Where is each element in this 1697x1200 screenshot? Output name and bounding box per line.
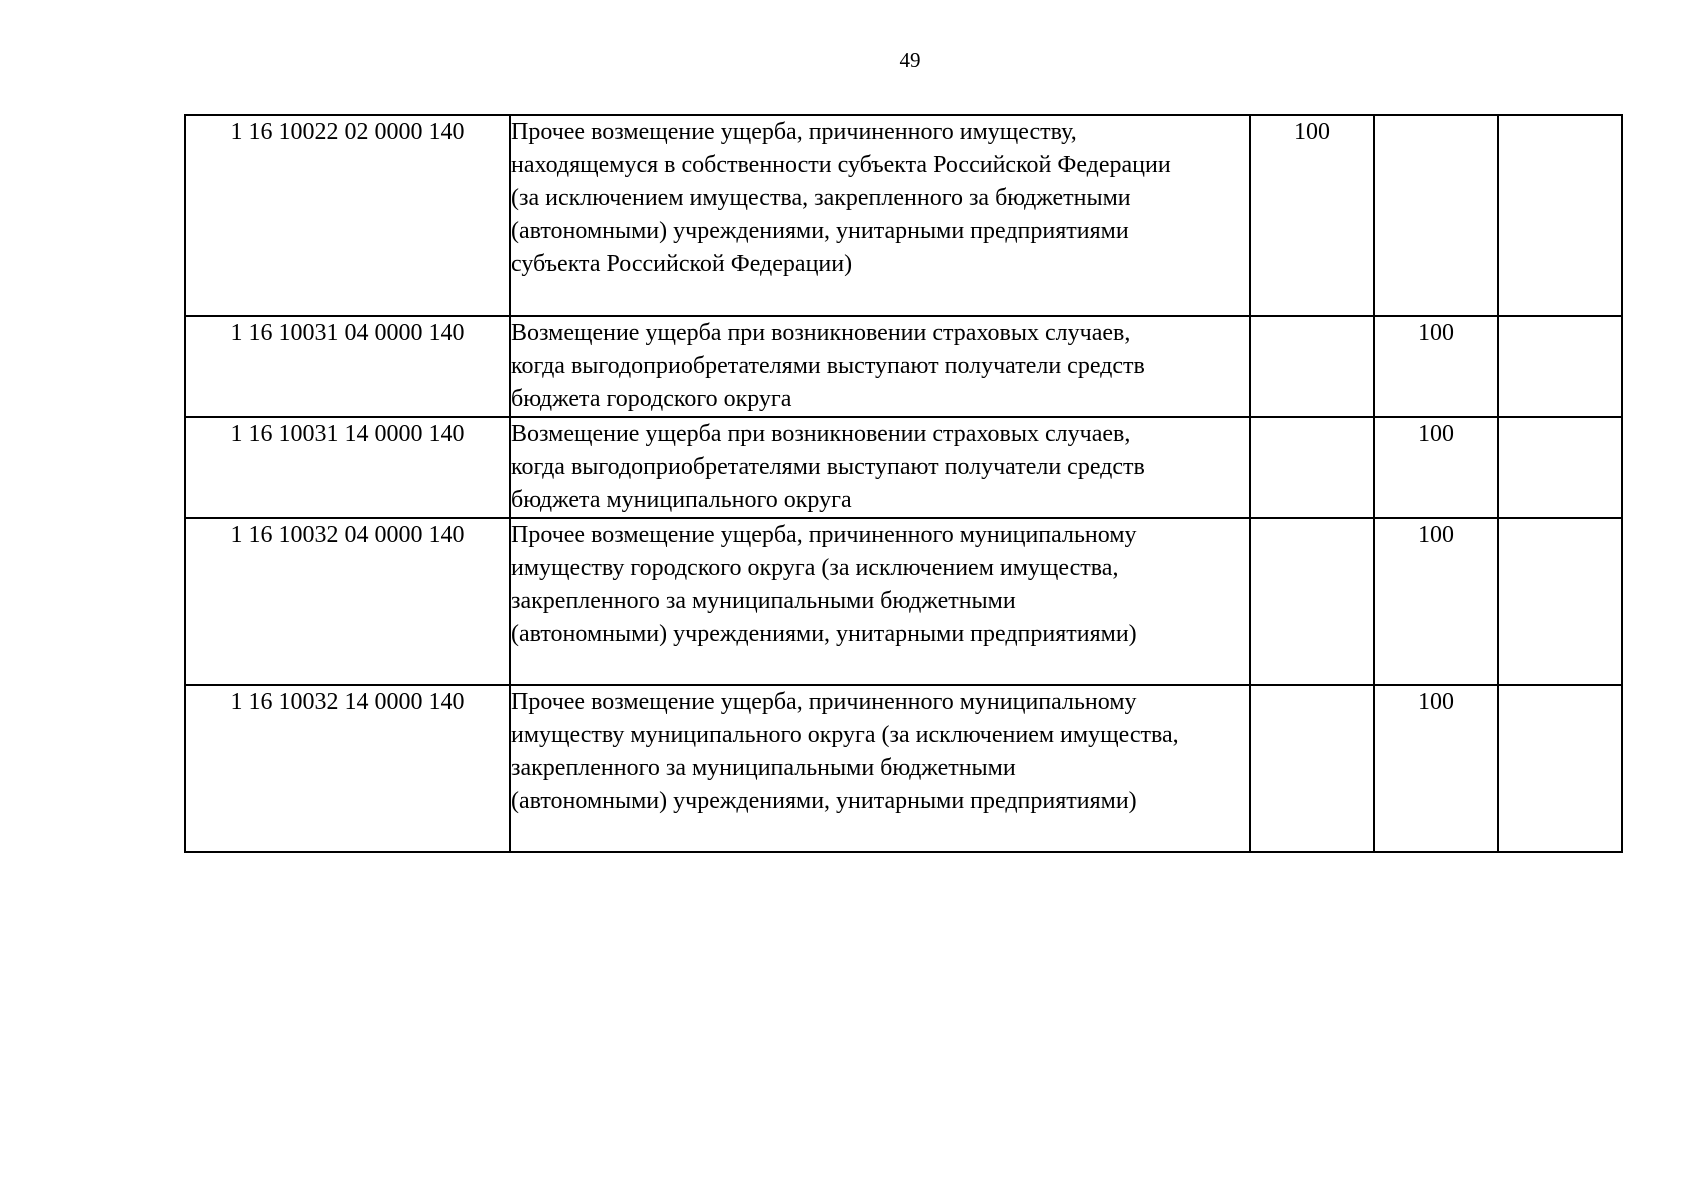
value-cell-3	[1498, 518, 1622, 685]
description-line: Прочее возмещение ущерба, причиненного муниципальному	[511, 522, 1137, 548]
value-cell-1	[1250, 518, 1374, 685]
description-line: закрепленного за муниципальными бюджетными	[511, 588, 1016, 614]
description-line: Прочее возмещение ущерба, причиненного муниципальному	[511, 689, 1137, 715]
value-cell-3	[1498, 316, 1622, 417]
value-cell-1	[1250, 316, 1374, 417]
value-cell-2: 100	[1374, 518, 1498, 685]
description-line: закрепленного за муниципальными бюджетными	[511, 755, 1016, 781]
description-line: находящемуся в собственности субъекта Российской Федерации	[511, 152, 1171, 178]
value-cell-1: 100	[1250, 115, 1374, 316]
description-line: (автономными) учреждениями, унитарными предприятиями)	[511, 788, 1137, 814]
page-number: 49	[899, 48, 921, 72]
table-row	[185, 115, 1622, 316]
description-line: имуществу городского округа (за исключением имущества,	[511, 555, 1119, 581]
table-row	[185, 417, 1622, 518]
description-line: имуществу муниципального округа (за исключением имущества,	[511, 722, 1179, 748]
value-cell-2: 100	[1374, 417, 1498, 518]
table-row	[185, 316, 1622, 417]
code-cell: 1 16 10022 02 0000 140	[185, 115, 510, 316]
description-line: (за исключением имущества, закрепленного за бюджетными	[511, 185, 1131, 211]
code-cell: 1 16 10032 04 0000 140	[185, 518, 510, 685]
description-line: (автономными) учреждениями, унитарными предприятиями)	[511, 621, 1137, 647]
value-cell-1	[1250, 417, 1374, 518]
value-cell-3	[1498, 685, 1622, 852]
description-line: когда выгодоприобретателями выступают получатели средств	[511, 454, 1145, 480]
budget-classification-table	[184, 114, 1623, 853]
description-line: Возмещение ущерба при возникновении страховых случаев,	[511, 421, 1131, 447]
value-cell-3	[1498, 417, 1622, 518]
table-row	[185, 518, 1622, 685]
code-cell: 1 16 10032 14 0000 140	[185, 685, 510, 852]
code-cell: 1 16 10031 04 0000 140	[185, 316, 510, 417]
code-cell: 1 16 10031 14 0000 140	[185, 417, 510, 518]
description-line: бюджета городского округа	[511, 386, 792, 412]
description-cell	[510, 115, 1250, 316]
description-line: Возмещение ущерба при возникновении страховых случаев,	[511, 320, 1131, 346]
value-cell-2	[1374, 115, 1498, 316]
description-line: Прочее возмещение ущерба, причиненного имуществу,	[511, 119, 1077, 145]
description-line: бюджета муниципального округа	[511, 487, 852, 513]
table-row	[185, 685, 1622, 852]
description-cell	[510, 316, 1250, 417]
value-cell-2: 100	[1374, 316, 1498, 417]
description-cell	[510, 685, 1250, 852]
description-line: когда выгодоприобретателями выступают получатели средств	[511, 353, 1145, 379]
value-cell-1	[1250, 685, 1374, 852]
value-cell-3	[1498, 115, 1622, 316]
description-cell	[510, 518, 1250, 685]
description-cell	[510, 417, 1250, 518]
description-line: субъекта Российской Федерации)	[511, 251, 853, 277]
value-cell-2: 100	[1374, 685, 1498, 852]
description-line: (автономными) учреждениями, унитарными предприятиями	[511, 218, 1129, 244]
